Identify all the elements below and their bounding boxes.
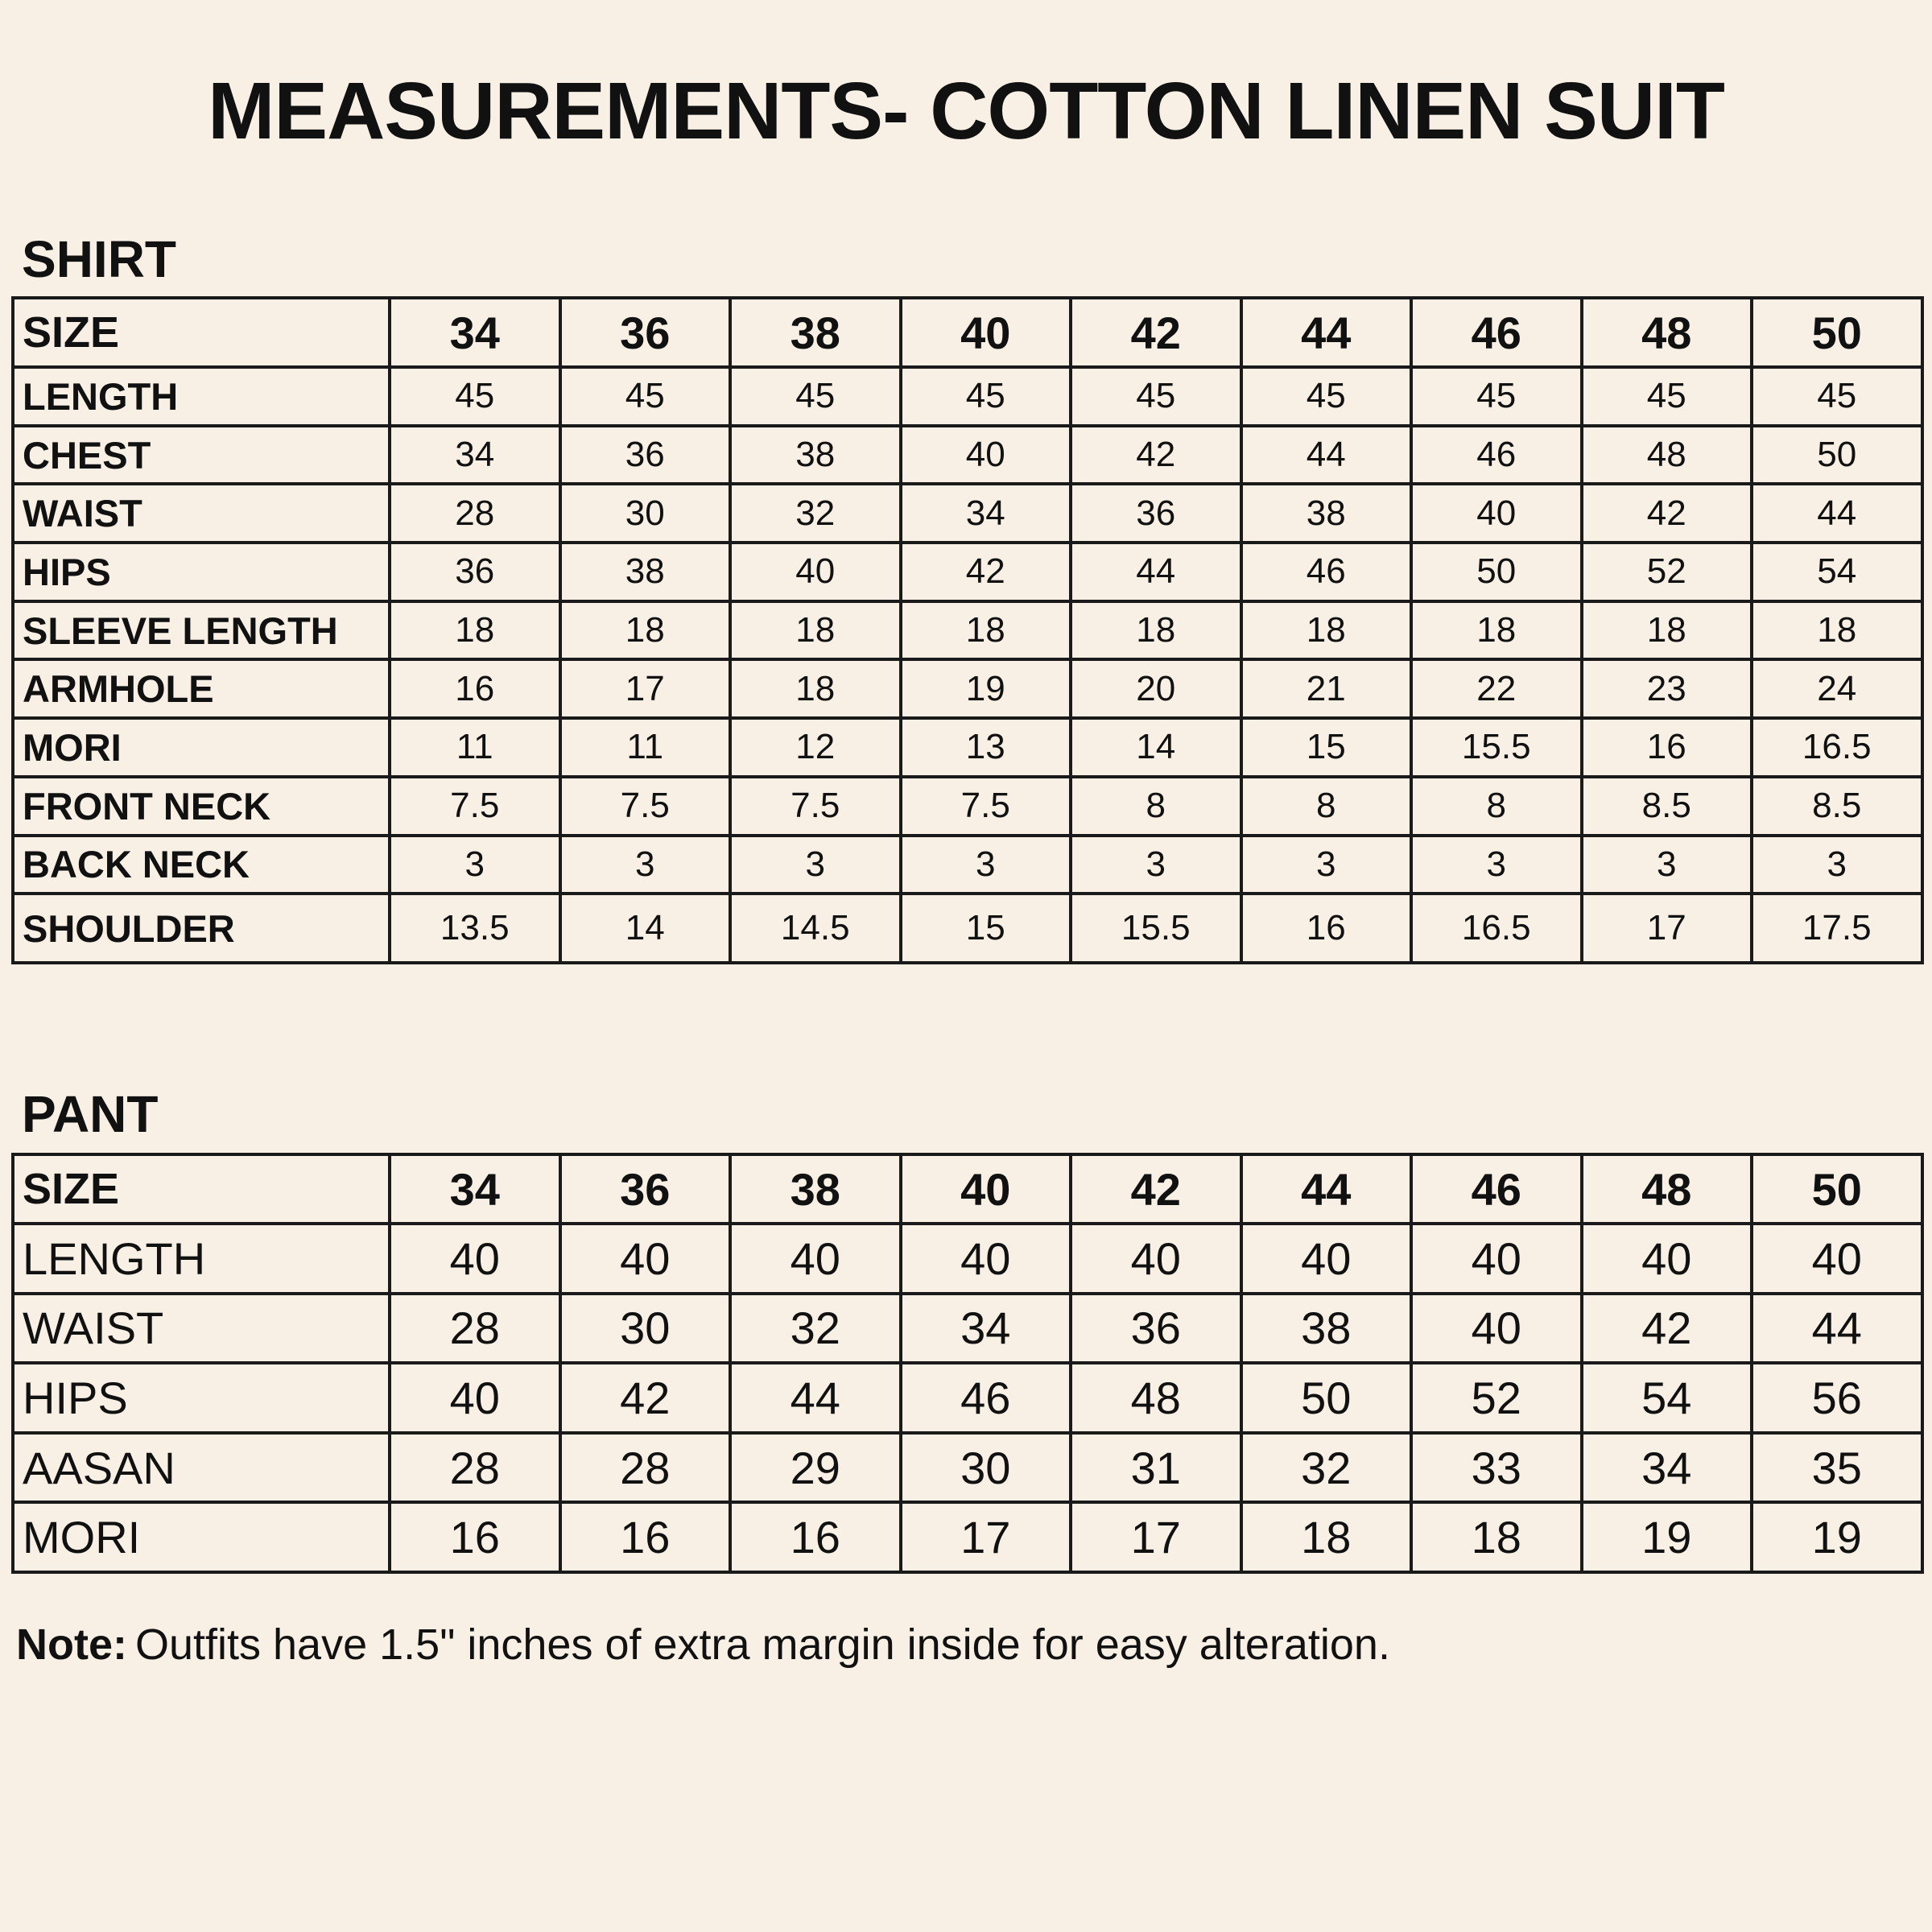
pant-size-header: 34 <box>390 1154 560 1224</box>
pant-cell-value: 38 <box>1241 1294 1412 1364</box>
pant-cell-value: 31 <box>1071 1433 1241 1503</box>
pant-row-label: WAIST <box>13 1294 390 1364</box>
shirt-table-row <box>13 894 1922 963</box>
pant-size-header: 50 <box>1752 1154 1922 1224</box>
pant-table-row <box>13 1502 1922 1572</box>
shirt-cell-value: 18 <box>730 601 901 660</box>
pant-size-header: 40 <box>901 1154 1071 1224</box>
shirt-size-header: 40 <box>901 298 1071 367</box>
shirt-cell-value: 36 <box>1071 484 1241 543</box>
shirt-cell-value: 52 <box>1582 543 1752 601</box>
pant-cell-value: 40 <box>1411 1294 1582 1364</box>
shirt-cell-value: 18 <box>1582 601 1752 660</box>
shirt-cell-value: 3 <box>1071 836 1241 894</box>
pant-table-row <box>13 1433 1922 1503</box>
shirt-table-row <box>13 601 1922 660</box>
pant-section-title: PANT <box>22 1085 159 1143</box>
shirt-cell-value: 8 <box>1071 777 1241 836</box>
shirt-cell-value: 8.5 <box>1752 777 1922 836</box>
pant-cell-value: 19 <box>1582 1502 1752 1572</box>
shirt-cell-value: 18 <box>1411 601 1582 660</box>
shirt-cell-value: 34 <box>901 484 1071 543</box>
shirt-cell-value: 24 <box>1752 659 1922 718</box>
shirt-cell-value: 3 <box>1752 836 1922 894</box>
shirt-table-row <box>13 367 1922 426</box>
shirt-cell-value: 45 <box>1582 367 1752 426</box>
pant-cell-value: 40 <box>1752 1224 1922 1294</box>
shirt-table-row <box>13 543 1922 601</box>
shirt-row-label: FRONT NECK <box>13 777 390 836</box>
shirt-header-row <box>13 298 1922 367</box>
shirt-cell-value: 44 <box>1071 543 1241 601</box>
shirt-cell-value: 50 <box>1752 426 1922 485</box>
shirt-cell-value: 54 <box>1752 543 1922 601</box>
shirt-cell-value: 44 <box>1241 426 1412 485</box>
pant-cell-value: 40 <box>901 1224 1071 1294</box>
pant-cell-value: 28 <box>390 1294 560 1364</box>
shirt-cell-value: 17.5 <box>1752 894 1922 963</box>
shirt-table-row <box>13 484 1922 543</box>
shirt-cell-value: 45 <box>1071 367 1241 426</box>
shirt-cell-value: 16 <box>1582 718 1752 777</box>
pant-header-row <box>13 1154 1922 1224</box>
shirt-cell-value: 3 <box>1241 836 1412 894</box>
pant-cell-value: 16 <box>730 1502 901 1572</box>
shirt-cell-value: 20 <box>1071 659 1241 718</box>
shirt-cell-value: 17 <box>560 659 731 718</box>
shirt-row-label: MORI <box>13 718 390 777</box>
pant-size-header: 44 <box>1241 1154 1412 1224</box>
shirt-cell-value: 50 <box>1411 543 1582 601</box>
shirt-cell-value: 16 <box>1241 894 1412 963</box>
shirt-table-row <box>13 836 1922 894</box>
shirt-cell-value: 13 <box>901 718 1071 777</box>
shirt-cell-value: 3 <box>730 836 901 894</box>
shirt-row-label: SHOULDER <box>13 894 390 963</box>
shirt-cell-value: 45 <box>1241 367 1412 426</box>
shirt-cell-value: 45 <box>1411 367 1582 426</box>
pant-cell-value: 36 <box>1071 1294 1241 1364</box>
alteration-note <box>16 1616 1390 1673</box>
shirt-cell-value: 34 <box>390 426 560 485</box>
shirt-size-header: 34 <box>390 298 560 367</box>
shirt-cell-value: 42 <box>1582 484 1752 543</box>
shirt-row-label: BACK NECK <box>13 836 390 894</box>
shirt-cell-value: 15.5 <box>1071 894 1241 963</box>
shirt-cell-value: 32 <box>730 484 901 543</box>
shirt-row-label: SLEEVE LENGTH <box>13 601 390 660</box>
shirt-cell-value: 36 <box>560 426 731 485</box>
shirt-cell-value: 22 <box>1411 659 1582 718</box>
shirt-cell-value: 18 <box>901 601 1071 660</box>
note-text: Outfits have 1.5" inches of extra margin inside for easy alteration. <box>134 1620 1390 1669</box>
note-label: Note: <box>16 1620 127 1669</box>
pant-size-header: 38 <box>730 1154 901 1224</box>
pant-size-header: 42 <box>1071 1154 1241 1224</box>
pant-row-label: MORI <box>13 1502 390 1572</box>
shirt-cell-value: 14.5 <box>730 894 901 963</box>
shirt-cell-value: 40 <box>1411 484 1582 543</box>
pant-cell-value: 46 <box>901 1363 1071 1433</box>
pant-cell-value: 40 <box>1071 1224 1241 1294</box>
shirt-section-title: SHIRT <box>22 230 176 288</box>
shirt-cell-value: 18 <box>730 659 901 718</box>
pant-cell-value: 16 <box>390 1502 560 1572</box>
shirt-row-label: ARMHOLE <box>13 659 390 718</box>
pant-cell-value: 30 <box>901 1433 1071 1503</box>
shirt-cell-value: 38 <box>1241 484 1412 543</box>
shirt-cell-value: 42 <box>901 543 1071 601</box>
shirt-cell-value: 40 <box>730 543 901 601</box>
shirt-cell-value: 46 <box>1241 543 1412 601</box>
pant-cell-value: 17 <box>901 1502 1071 1572</box>
shirt-cell-value: 45 <box>1752 367 1922 426</box>
shirt-cell-value: 16.5 <box>1752 718 1922 777</box>
shirt-cell-value: 11 <box>560 718 731 777</box>
shirt-cell-value: 18 <box>560 601 731 660</box>
shirt-cell-value: 18 <box>1752 601 1922 660</box>
shirt-cell-value: 16.5 <box>1411 894 1582 963</box>
shirt-cell-value: 36 <box>390 543 560 601</box>
shirt-cell-value: 14 <box>1071 718 1241 777</box>
shirt-table-row <box>13 426 1922 485</box>
pant-cell-value: 19 <box>1752 1502 1922 1572</box>
shirt-cell-value: 7.5 <box>560 777 731 836</box>
shirt-size-header: 44 <box>1241 298 1412 367</box>
shirt-cell-value: 48 <box>1582 426 1752 485</box>
shirt-row-label: HIPS <box>13 543 390 601</box>
shirt-cell-value: 30 <box>560 484 731 543</box>
pant-size-table <box>11 1153 1924 1574</box>
shirt-cell-value: 45 <box>901 367 1071 426</box>
shirt-cell-value: 11 <box>390 718 560 777</box>
shirt-cell-value: 15.5 <box>1411 718 1582 777</box>
shirt-header-label: SIZE <box>13 298 390 367</box>
shirt-size-table <box>11 296 1924 964</box>
shirt-row-label: WAIST <box>13 484 390 543</box>
shirt-cell-value: 28 <box>390 484 560 543</box>
shirt-cell-value: 21 <box>1241 659 1412 718</box>
shirt-cell-value: 7.5 <box>390 777 560 836</box>
pant-cell-value: 28 <box>560 1433 731 1503</box>
pant-row-label: LENGTH <box>13 1224 390 1294</box>
shirt-cell-value: 38 <box>730 426 901 485</box>
pant-row-label: HIPS <box>13 1363 390 1433</box>
shirt-cell-value: 3 <box>1411 836 1582 894</box>
pant-size-header: 36 <box>560 1154 731 1224</box>
shirt-table-row <box>13 718 1922 777</box>
pant-cell-value: 29 <box>730 1433 901 1503</box>
pant-cell-value: 42 <box>560 1363 731 1433</box>
pant-table-row <box>13 1224 1922 1294</box>
shirt-cell-value: 46 <box>1411 426 1582 485</box>
shirt-cell-value: 18 <box>1241 601 1412 660</box>
pant-cell-value: 48 <box>1071 1363 1241 1433</box>
shirt-cell-value: 19 <box>901 659 1071 718</box>
pant-cell-value: 50 <box>1241 1363 1412 1433</box>
shirt-size-header: 36 <box>560 298 731 367</box>
shirt-cell-value: 3 <box>560 836 731 894</box>
shirt-cell-value: 45 <box>560 367 731 426</box>
pant-cell-value: 56 <box>1752 1363 1922 1433</box>
pant-size-header: 48 <box>1582 1154 1752 1224</box>
shirt-size-header: 46 <box>1411 298 1582 367</box>
shirt-cell-value: 15 <box>1241 718 1412 777</box>
shirt-cell-value: 44 <box>1752 484 1922 543</box>
shirt-row-label: CHEST <box>13 426 390 485</box>
pant-cell-value: 40 <box>560 1224 731 1294</box>
pant-cell-value: 28 <box>390 1433 560 1503</box>
pant-cell-value: 33 <box>1411 1433 1582 1503</box>
pant-cell-value: 32 <box>1241 1433 1412 1503</box>
shirt-cell-value: 14 <box>560 894 731 963</box>
pant-cell-value: 30 <box>560 1294 731 1364</box>
shirt-cell-value: 8 <box>1241 777 1412 836</box>
shirt-cell-value: 15 <box>901 894 1071 963</box>
shirt-cell-value: 7.5 <box>730 777 901 836</box>
pant-cell-value: 54 <box>1582 1363 1752 1433</box>
pant-cell-value: 40 <box>1241 1224 1412 1294</box>
shirt-size-header: 48 <box>1582 298 1752 367</box>
shirt-cell-value: 12 <box>730 718 901 777</box>
pant-table-row <box>13 1294 1922 1364</box>
pant-cell-value: 34 <box>1582 1433 1752 1503</box>
shirt-cell-value: 40 <box>901 426 1071 485</box>
shirt-cell-value: 8 <box>1411 777 1582 836</box>
shirt-cell-value: 3 <box>901 836 1071 894</box>
pant-header-label: SIZE <box>13 1154 390 1224</box>
shirt-cell-value: 3 <box>1582 836 1752 894</box>
pant-row-label: AASAN <box>13 1433 390 1503</box>
pant-cell-value: 44 <box>1752 1294 1922 1364</box>
pant-cell-value: 16 <box>560 1502 731 1572</box>
pant-cell-value: 32 <box>730 1294 901 1364</box>
shirt-cell-value: 18 <box>1071 601 1241 660</box>
shirt-cell-value: 18 <box>390 601 560 660</box>
shirt-table-row <box>13 659 1922 718</box>
shirt-row-label: LENGTH <box>13 367 390 426</box>
pant-cell-value: 40 <box>1411 1224 1582 1294</box>
shirt-cell-value: 17 <box>1582 894 1752 963</box>
pant-cell-value: 52 <box>1411 1363 1582 1433</box>
shirt-cell-value: 23 <box>1582 659 1752 718</box>
shirt-size-header: 42 <box>1071 298 1241 367</box>
shirt-cell-value: 7.5 <box>901 777 1071 836</box>
pant-size-header: 46 <box>1411 1154 1582 1224</box>
pant-cell-value: 18 <box>1411 1502 1582 1572</box>
pant-cell-value: 40 <box>390 1363 560 1433</box>
shirt-cell-value: 3 <box>390 836 560 894</box>
shirt-cell-value: 45 <box>390 367 560 426</box>
pant-cell-value: 18 <box>1241 1502 1412 1572</box>
shirt-cell-value: 45 <box>730 367 901 426</box>
shirt-size-header: 50 <box>1752 298 1922 367</box>
pant-cell-value: 40 <box>390 1224 560 1294</box>
shirt-cell-value: 42 <box>1071 426 1241 485</box>
pant-cell-value: 17 <box>1071 1502 1241 1572</box>
shirt-size-header: 38 <box>730 298 901 367</box>
page-title: MEASUREMENTS- COTTON LINEN SUIT <box>208 66 1724 156</box>
pant-cell-value: 42 <box>1582 1294 1752 1364</box>
pant-cell-value: 40 <box>730 1224 901 1294</box>
shirt-cell-value: 13.5 <box>390 894 560 963</box>
shirt-cell-value: 38 <box>560 543 731 601</box>
pant-table-row <box>13 1363 1922 1433</box>
shirt-table-row <box>13 777 1922 836</box>
pant-cell-value: 35 <box>1752 1433 1922 1503</box>
pant-cell-value: 44 <box>730 1363 901 1433</box>
shirt-cell-value: 8.5 <box>1582 777 1752 836</box>
pant-cell-value: 40 <box>1582 1224 1752 1294</box>
shirt-cell-value: 16 <box>390 659 560 718</box>
pant-cell-value: 34 <box>901 1294 1071 1364</box>
